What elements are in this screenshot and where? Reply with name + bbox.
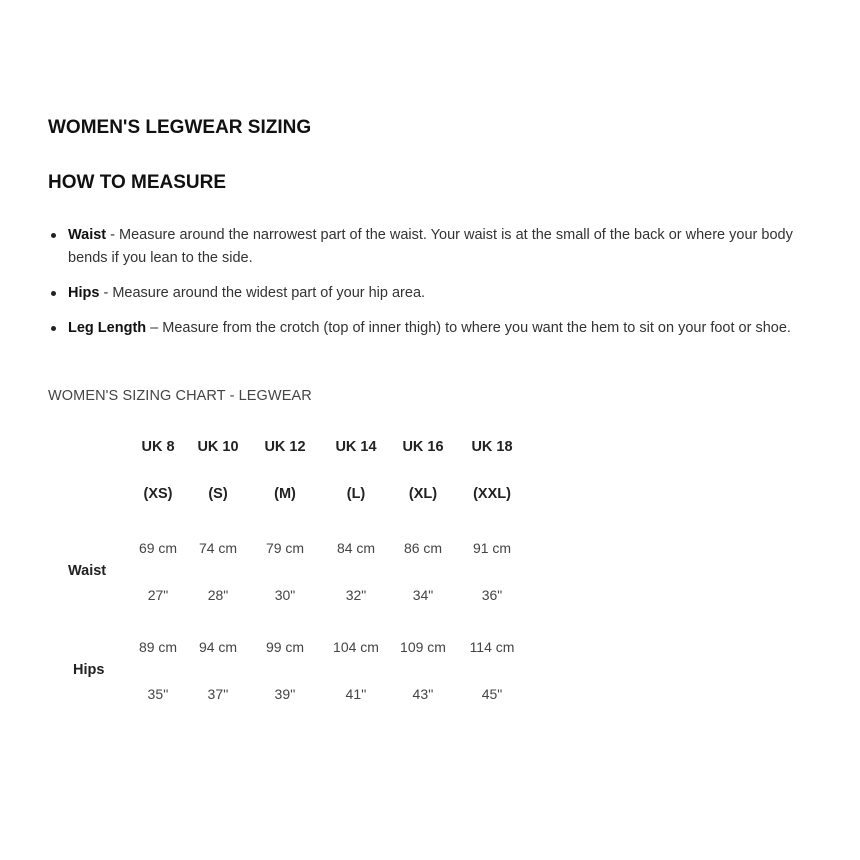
measurement-inch-cell: 39'' (274, 686, 296, 702)
list-item-hips (48, 282, 828, 305)
measurement-inch-cell: 34" (412, 587, 434, 603)
measurement-inch-cell: 41'' (345, 686, 367, 702)
size-header-uk: UK 10 (197, 439, 239, 455)
page-title: WOMEN'S LEGWEAR SIZING (48, 117, 312, 138)
size-header-uk: UK 14 (335, 439, 377, 455)
size-header-uk: UK 8 (141, 439, 175, 455)
section-heading-how-to-measure: HOW TO MEASURE (48, 172, 227, 193)
bullet-term: Hips (68, 285, 100, 301)
measurement-cm-cell: 84 cm (336, 540, 376, 556)
bullet-term: Leg Length (68, 320, 147, 336)
measurement-cm-cell: 104 cm (333, 639, 379, 655)
measurement-cm-cell: 91 cm (472, 540, 512, 556)
bullet-icon (51, 291, 56, 296)
measurement-inch-cell: 27" (147, 587, 169, 603)
measurement-cm-cell: 109 cm (400, 639, 446, 655)
measurement-cm-cell: 89 cm (138, 639, 178, 655)
sizing-chart-title: WOMEN'S SIZING CHART - LEGWEAR (48, 388, 312, 404)
bullet-separator: – (146, 320, 163, 336)
measurement-inch-cell: 43'' (412, 686, 434, 702)
bullet-text: Measure from the crotch (top of inner thigh) to where you want the hem to sit on your foot or shoe. (162, 320, 791, 336)
size-header-letter: (S) (208, 486, 228, 502)
size-header-letter: (M) (274, 486, 296, 502)
measurement-inch-cell: 36" (481, 587, 503, 603)
measure-instructions-list (48, 224, 828, 340)
size-header-letter: (XL) (408, 486, 438, 502)
bullet-icon (51, 326, 56, 331)
list-item-leg-length (48, 317, 828, 340)
row-label-hips: Hips (73, 662, 105, 678)
measurement-inch-cell: 30" (274, 587, 296, 603)
row-label-waist: Waist (68, 563, 107, 579)
measurement-inch-cell: 28" (207, 587, 229, 603)
measurement-cm-cell: 114 cm (469, 639, 515, 655)
bullet-separator: - (99, 285, 113, 301)
size-header-uk: UK 18 (471, 439, 513, 455)
measurement-cm-cell: 94 cm (198, 639, 238, 655)
bullet-text: Measure around the narrowest part of the waist. Your waist is at the small of the back or where your body bends if you lean to the side. (68, 227, 793, 266)
size-header-letter: (XXL) (473, 486, 511, 502)
size-header-uk: UK 16 (402, 439, 444, 455)
size-header-letter: (XS) (143, 486, 173, 502)
size-header-letter: (L) (346, 486, 366, 502)
measurement-cm-cell: 69 cm (138, 540, 178, 556)
measurement-cm-cell: 74 cm (198, 540, 238, 556)
size-header-uk: UK 12 (264, 439, 306, 455)
bullet-icon (51, 233, 56, 238)
measurement-inch-cell: 32" (345, 587, 367, 603)
list-item-waist (48, 224, 828, 270)
measurement-inch-cell: 37'' (207, 686, 229, 702)
measurement-cm-cell: 79 cm (265, 540, 305, 556)
measurement-inch-cell: 35'' (147, 686, 169, 702)
bullet-term: Waist (68, 227, 107, 243)
bullet-separator: - (106, 227, 120, 243)
bullet-text: Measure around the widest part of your hip area. (112, 285, 426, 301)
measurement-inch-cell: 45" (481, 686, 503, 702)
measurement-cm-cell: 86 cm (403, 540, 443, 556)
measurement-cm-cell: 99 cm (265, 639, 305, 655)
